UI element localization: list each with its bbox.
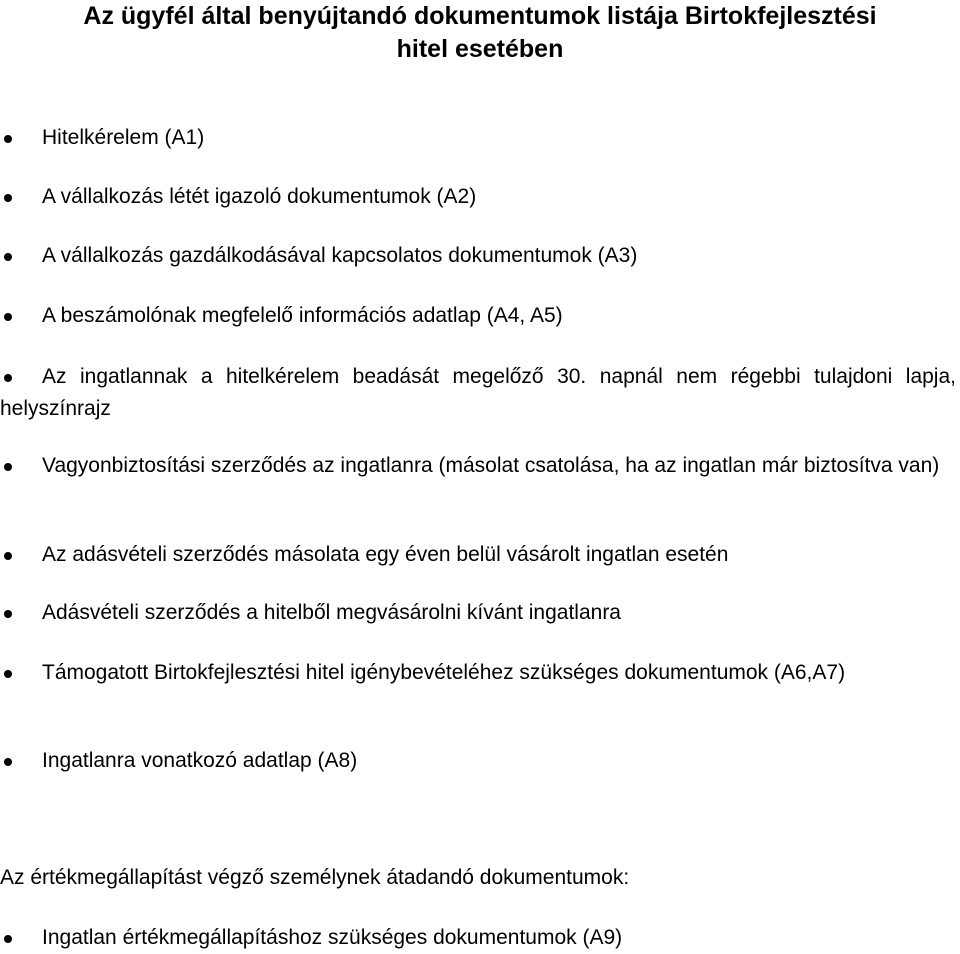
list-item — [0, 300, 956, 332]
bullet-icon — [4, 374, 12, 382]
list-item — [0, 181, 956, 213]
document-title — [0, 0, 960, 66]
bullet-icon — [4, 610, 12, 618]
list-item — [0, 450, 956, 482]
list-item-text: Hitelkérelem (A1) — [42, 126, 205, 149]
bullet-icon — [4, 758, 12, 766]
list-item — [0, 240, 956, 272]
list-item — [0, 745, 956, 777]
list-item — [0, 122, 956, 154]
list-item-text: Adásvételi szerződés a hitelből megvásárolni kívánt ingatlanra — [42, 601, 621, 624]
list-item-text: Ingatlan értékmegállapításhoz szükséges dokumentumok (A9) — [42, 926, 623, 949]
bullet-icon — [4, 463, 12, 471]
list-item-text: Vagyonbiztosítási szerződés az ingatlanra (másolat csatolása, ha az ingatlan már biztosítva van) — [42, 454, 940, 477]
bullet-icon — [4, 670, 12, 678]
section-heading: Az értékmegállapítást végző személynek átadandó dokumentumok: — [0, 866, 630, 889]
bullet-icon — [4, 552, 12, 560]
list-item-text: A beszámolónak megfelelő információs adatlap (A4, A5) — [42, 304, 563, 327]
list-item — [0, 657, 956, 689]
list-item-text: A vállalkozás gazdálkodásával kapcsolatos dokumentumok (A3) — [42, 244, 638, 267]
list-item-text: Az adásvételi szerződés másolata egy éven belül vásárolt ingatlan esetén — [42, 543, 729, 566]
bullet-icon — [4, 253, 12, 261]
bullet-icon — [4, 135, 12, 143]
bullet-icon — [4, 313, 12, 321]
list-item-text: Az ingatlannak a hitelkérelem beadását megelőző 30. napnál nem régebbi tulajdoni lapja, helyszínrajz — [0, 365, 956, 420]
list-item — [0, 539, 956, 571]
title-line-2: hitel esetében — [396, 35, 564, 63]
bullet-icon — [4, 935, 12, 943]
list-item-text: A vállalkozás létét igazoló dokumentumok (A2) — [42, 185, 477, 208]
bullet-icon — [4, 194, 12, 202]
list-item-text: Támogatott Birtokfejlesztési hitel igénybevételéhez szükséges dokumentumok (A6,A7) — [42, 661, 846, 684]
list-item — [0, 922, 956, 954]
list-item — [0, 361, 956, 425]
list-item — [0, 597, 956, 629]
title-line-1: Az ügyfél által benyújtandó dokumentumok listája Birtokfejlesztési — [83, 2, 877, 30]
list-item-text: Ingatlanra vonatkozó adatlap (A8) — [42, 749, 358, 772]
